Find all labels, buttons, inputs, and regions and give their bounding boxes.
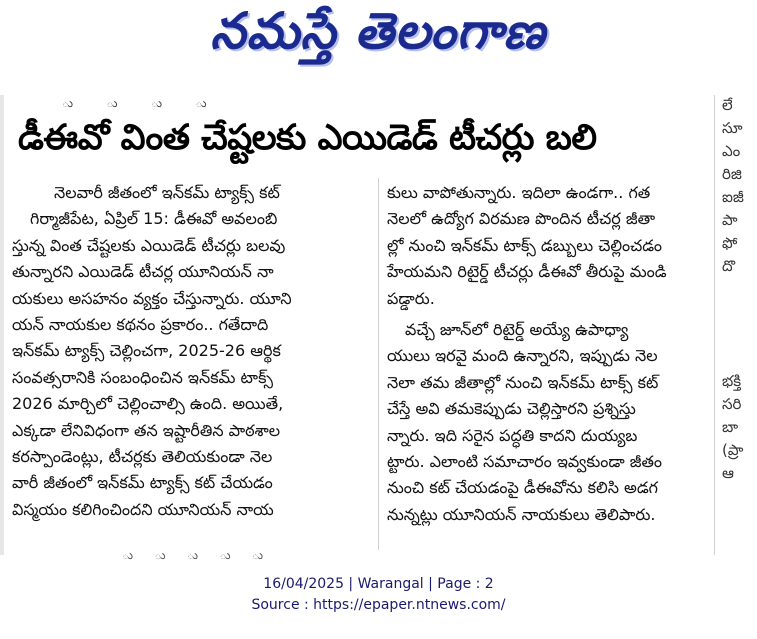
- article-text-line: విస్మయం కలిగించిందని యూనియన్ నాయ: [12, 499, 274, 519]
- article-text-line: తున్నారని ఎయిడెడ్ టీచర్ల యూనియన్ నా: [12, 262, 274, 282]
- adjacent-text-fragment: రిజి: [722, 165, 742, 183]
- article-headline: డీఈవో వింత చేష్టలకు ఎయిడెడ్ టీచర్లు బలి: [18, 118, 597, 158]
- article-text-line: కరస్పాండెంట్లు, టీచర్లకు తెలియకుండా నెల: [12, 447, 273, 467]
- article-text-line: యులు ఇరవై మంది ఉన్నారని, ఇప్పుడు నెల: [387, 346, 658, 366]
- adjacent-text-fragment: ఆ: [722, 464, 734, 482]
- column-divider: [378, 178, 379, 550]
- adjacent-text-fragment: ఎం: [722, 142, 741, 160]
- article-subheadline: నెలవారీ జీతంలో ఇన్‌కమ్ ట్యాక్స్ కట్: [54, 183, 280, 202]
- article-text-line: యన్ నాయకుల కథనం ప్రకారం.. గతేదాది: [12, 315, 269, 335]
- masthead: [0, 0, 757, 92]
- adjacent-text-fragment: భక్తి: [722, 372, 742, 390]
- article-column-1: [12, 180, 372, 523]
- article-text-line: నుంచి కట్ చేయడంపై డీఈవోను కలిసి అడగ: [387, 478, 658, 498]
- article-text-line: చేస్తే అవి తమకెప్పుడు చెల్లిస్తారని ప్రశ్నిస్తు: [387, 399, 636, 419]
- adjacent-text-fragment: లే: [722, 96, 733, 114]
- article-text-line: నున్నట్లు యూనియన్ నాయకులు తెలిపారు.: [387, 504, 656, 524]
- newspaper-logo: నమస్తే తెలంగాణ: [210, 2, 546, 60]
- adjacent-text-fragment: [722, 347, 757, 370]
- article-text-line: ట్టారు. ఎలాంటి సమాచారం ఇవ్వకుండా జీతం: [387, 452, 663, 472]
- article-text-line: వారీ జీతంలో ఇన్‌కమ్ ట్యాక్స్ కట్ చేయడం: [12, 473, 273, 493]
- article-text-line: ఎక్కడా లేనివిధంగా తన ఇష్టారీతిన పాఠశాల: [12, 420, 281, 440]
- adjacent-article-strip: [722, 94, 757, 485]
- article-text-line: ఇన్‌కమ్ ట్యాక్స్ చెల్లించగా, 2025-26 ఆర్థిక: [12, 341, 281, 361]
- article-text-line: యకులు అసహనం వ్యక్తం చేస్తున్నారు. యూని: [12, 288, 292, 308]
- article-text-line: కులు వాపోతున్నారు. ఇదిలా ఉండగా.. గత: [387, 183, 651, 202]
- adjacent-text-fragment: [722, 301, 757, 324]
- article-text-line: 2026 మార్చిలో చెల్లించాల్సి ఉంది. అయితే,: [12, 394, 284, 414]
- adjacent-text-fragment: బా: [722, 418, 739, 436]
- column-1-body: [12, 206, 372, 523]
- adjacent-text-fragment: [722, 278, 757, 301]
- cut-text-fragment-top: ు ు ు ు: [62, 96, 237, 110]
- article-text-line: ల్లో నుంచి ఇన్‌కమ్ టాక్స్ డబ్బులు చెల్లించడం: [387, 235, 662, 255]
- footer-date-edition: 16/04/2025 | Warangal | Page : 2: [263, 576, 494, 592]
- right-column-divider: [714, 95, 715, 555]
- article-text-line: నెలలో ఉద్యోగ విరమణ పొందిన టీచర్ల జీతా: [387, 209, 656, 229]
- adjacent-text-fragment: దొ: [722, 257, 736, 275]
- article-text-line: స్తున్న వింత చేష్టలకు ఎయిడెడ్ టీచర్లు బలవు: [12, 235, 286, 255]
- cut-text-fragment-bottom: ు ు ు ు ు: [122, 548, 282, 560]
- article-text-line: పడ్డారు.: [387, 288, 435, 308]
- footer-source-link[interactable]: Source : https://epaper.ntnews.com/: [251, 597, 506, 613]
- article-text-line: గిర్మాజీపేట, ఏప్రిల్ 15: డీఈవో అవలంబి: [30, 209, 278, 229]
- adjacent-text-fragment: పా: [722, 211, 738, 229]
- column-2-paragraph-1: [387, 180, 717, 312]
- article-text-line: హేయమని రిటైర్డ్ టీచర్లు డీఈవో తీరుపై మండి: [387, 262, 667, 282]
- article-column-2: [387, 180, 717, 528]
- article-text-line: న్నారు. ఇది సరైన పద్ధతి కాదని దుయ్యబ: [387, 425, 638, 445]
- article-text-line: నెలా తమ జీతాల్లో నుంచి ఇన్‌కమ్ టాక్స్ కట్: [387, 372, 659, 392]
- adjacent-text-fragment: ఐజీ: [722, 188, 744, 206]
- adjacent-text-fragment: సరి: [722, 395, 742, 413]
- news-article: [12, 96, 712, 560]
- source-footer: [0, 574, 757, 616]
- left-edge-shadow: [0, 95, 4, 555]
- column-2-paragraph-2: [387, 317, 717, 528]
- adjacent-text-fragment: (ప్రా: [722, 441, 744, 459]
- adjacent-text-fragment: ఫో: [722, 234, 738, 252]
- article-text-line: వచ్చే జూన్‌లో రిటైర్డ్ అయ్యే ఉపాధ్యా: [405, 320, 629, 340]
- article-text-line: సంవత్సరానికి సంబంధించిన ఇన్‌కమ్ టాక్స్: [12, 367, 274, 387]
- adjacent-text-fragment: [722, 324, 757, 347]
- adjacent-text-fragment: సూ: [722, 119, 743, 137]
